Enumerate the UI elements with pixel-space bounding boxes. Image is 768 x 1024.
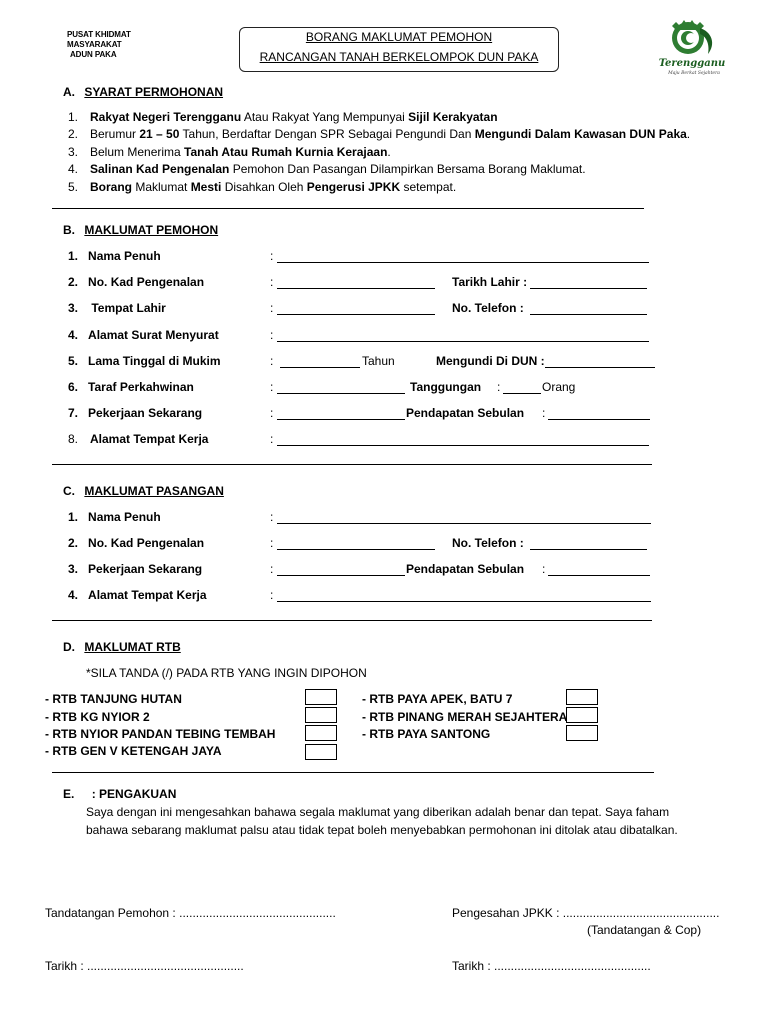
requirement-text: Berumur [90, 127, 140, 141]
requirement-text: . [387, 145, 391, 159]
rtb-option-pinang-merah: - RTB PINANG MERAH SEJAHTERA [362, 710, 568, 724]
requirement-text: Disahkan Oleh [221, 180, 307, 194]
mailing-address-field[interactable] [277, 341, 649, 342]
dob-label: Tarikh Lahir : [452, 275, 528, 289]
requirement-text: Sijil Kerakyatan [408, 110, 498, 124]
rtb-option-nyior-pandan: - RTB NYIOR PANDAN TEBING TEMBAH [45, 727, 276, 741]
separator [52, 620, 652, 621]
requirement-text: . [686, 127, 691, 141]
rtb-option-paya-santong: - RTB PAYA SANTONG [362, 727, 491, 741]
checkbox-pinang-merah[interactable] [566, 707, 598, 723]
applicant-signature[interactable]: Tandatangan Pemohon : ............................................... [45, 906, 336, 920]
jpkk-signature-note: (Tandatangan & Cop) [587, 923, 702, 937]
requirement-text: Borang [90, 180, 132, 194]
requirement-text: Atau Rakyat Yang Mempunyai [241, 110, 409, 124]
requirement-text: Tahun, Berdaftar Dengan SPR Sebagai Pengundi Dan [179, 127, 475, 141]
b-row-4-label: 4. Alamat Surat Menyurat [68, 328, 219, 342]
rtb-option-kg-nyior-2: - RTB KG NYIOR 2 [45, 710, 150, 724]
logo-wordmark: Terengganu [658, 58, 726, 69]
spouse-name-field[interactable] [277, 523, 651, 524]
full-name-field[interactable] [277, 262, 649, 263]
phone-field[interactable] [530, 314, 647, 315]
requirement-number: 5. [68, 180, 79, 194]
b-row-1-label: 1. Nama Penuh [68, 249, 161, 263]
checkbox-nyior-pandan[interactable] [305, 725, 337, 741]
logo-tagline: Maju Berkat Sejahtera [668, 71, 720, 76]
income-field[interactable] [548, 419, 650, 420]
requirement-text: 21 – 50 [139, 127, 180, 141]
phone-label: No. Telefon : [452, 301, 524, 315]
years-in-mukim-field[interactable] [280, 367, 360, 368]
separator [52, 208, 644, 209]
b-row-2-label: 2. No. Kad Pengenalan [68, 275, 205, 289]
b-row-8-label: Alamat Tempat Kerja [90, 432, 209, 446]
spouse-phone-field[interactable] [530, 549, 647, 550]
section-c-heading: C. MAKLUMAT PASANGAN [63, 484, 224, 498]
spouse-phone-label: No. Telefon : [452, 536, 524, 550]
b-row-5-label: 5. Lama Tinggal di Mukim [68, 354, 221, 368]
c-row-1-label: 1. Nama Penuh [68, 510, 161, 524]
spouse-income-label: Pendapatan Sebulan [406, 562, 525, 576]
requirement-text: Belum Menerima [90, 145, 185, 159]
requirement-item [68, 145, 391, 159]
requirement-item [68, 180, 456, 194]
ic-number-field[interactable] [277, 288, 435, 289]
applicant-date[interactable]: Tarikh : ............................................... [45, 959, 244, 973]
requirement-text: setempat. [400, 180, 457, 194]
rtb-instruction: *SILA TANDA (/) PADA RTB YANG INGIN DIPOHON [86, 666, 367, 680]
dependents-unit: Orang [542, 380, 576, 394]
org-name: PUSAT KHIDMAT MASYARAKAT ADUN PAKA [67, 30, 131, 59]
requirement-text: Salinan Kad Pengenalan [90, 162, 230, 176]
requirement-text: Mengundi Dalam Kawasan DUN Paka [474, 127, 687, 141]
requirement-text: Pemohon Dan Pasangan Dilampirkan Bersama Borang Maklumat. [229, 162, 586, 176]
work-address-field[interactable] [277, 445, 649, 446]
form-subtitle: RANCANGAN TANAH BERKELOMPOK DUN PAKA [259, 50, 539, 64]
b-row-6-label: 6. Taraf Perkahwinan [68, 380, 194, 394]
terengganu-logo [654, 14, 730, 76]
occupation-field[interactable] [277, 419, 405, 420]
c-row-4-label: 4. Alamat Tempat Kerja [68, 588, 207, 602]
spouse-occupation-field[interactable] [277, 575, 405, 576]
section-d-heading: D. MAKLUMAT RTB [63, 640, 181, 654]
rtb-option-paya-apek: - RTB PAYA APEK, BATU 7 [362, 692, 513, 706]
requirement-text: Pengerusi JPKK [306, 180, 401, 194]
c-row-3-label: 3. Pekerjaan Sekarang [68, 562, 203, 576]
years-unit: Tahun [362, 354, 395, 368]
marital-status-field[interactable] [277, 393, 405, 394]
requirement-item [68, 162, 586, 176]
checkbox-paya-santong[interactable] [566, 725, 598, 741]
requirement-text: Rakyat Negeri Terengganu [90, 110, 242, 124]
requirement-item [68, 127, 690, 141]
section-a-heading: A. SYARAT PERMOHONAN [63, 85, 224, 99]
separator [52, 464, 652, 465]
requirement-number: 4. [68, 162, 79, 176]
vote-dun-label: Mengundi Di DUN : [436, 354, 545, 368]
requirement-text: Maklumat [132, 180, 191, 194]
requirement-number: 1. [68, 110, 79, 124]
checkbox-paya-apek[interactable] [566, 689, 598, 705]
requirement-text: Tanah Atau Rumah Kurnia Kerajaan [184, 145, 388, 159]
jpkk-date[interactable]: Tarikh : ............................................... [452, 959, 651, 973]
requirement-number: 3. [68, 145, 79, 159]
requirement-item [68, 110, 498, 124]
declaration-line-1: Saya dengan ini mengesahkan bahawa segala maklumat yang diberikan adalah benar dan tepat. Saya faham [86, 805, 670, 819]
dob-field[interactable] [530, 288, 647, 289]
rtb-option-gen-v: - RTB GEN V KETENGAH JAYA [45, 744, 222, 758]
spouse-work-address-field[interactable] [277, 601, 651, 602]
separator [52, 772, 654, 773]
b-row-7-label: 7. Pekerjaan Sekarang [68, 406, 203, 420]
b-row-8-num: 8. [68, 432, 79, 446]
section-b-heading: B. MAKLUMAT PEMOHON [63, 223, 219, 237]
checkbox-tanjung-hutan[interactable] [305, 689, 337, 705]
b-row-3-label: 3. Tempat Lahir [68, 301, 166, 315]
c-row-2-label: 2. No. Kad Pengenalan [68, 536, 205, 550]
requirement-text: Mesti [190, 180, 222, 194]
checkbox-kg-nyior-2[interactable] [305, 707, 337, 723]
jpkk-signature[interactable]: Pengesahan JPKK : ............................................... [452, 906, 720, 920]
requirement-number: 2. [68, 127, 79, 141]
checkbox-gen-v[interactable] [305, 744, 337, 760]
spouse-income-field[interactable] [548, 575, 650, 576]
declaration-line-2: bahawa sebarang maklumat palsu atau tidak tepat boleh menyebabkan permohonan ini ditolak atau dibatalkan. [86, 823, 678, 837]
form-title: BORANG MAKLUMAT PEMOHON [305, 30, 493, 44]
vote-dun-field[interactable] [545, 367, 655, 368]
rtb-option-tanjung-hutan: - RTB TANJUNG HUTAN [45, 692, 182, 706]
spouse-ic-field[interactable] [277, 549, 435, 550]
income-label: Pendapatan Sebulan [406, 406, 525, 420]
section-e-heading: E. : PENGAKUAN [63, 787, 177, 801]
dependents-label: Tanggungan [410, 380, 482, 394]
birthplace-field[interactable] [277, 314, 435, 315]
dependents-field[interactable] [503, 393, 541, 394]
